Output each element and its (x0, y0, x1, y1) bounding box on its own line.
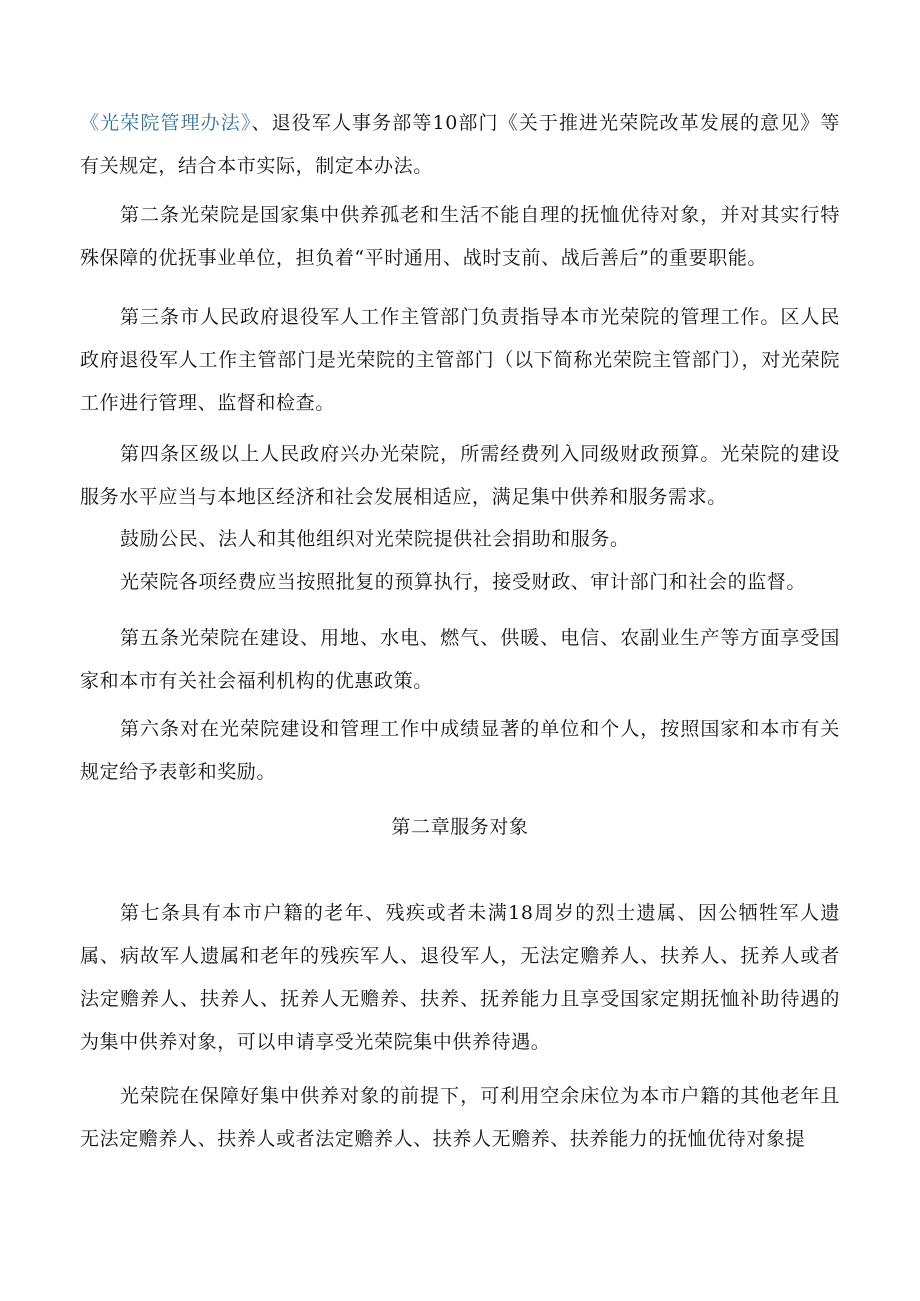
article-3-paragraph: 第三条市人民政府退役军人工作主管部门负责指导本市光荣院的管理工作。区人民政府退役军人工作主管部门是光荣院的主管部门（以下简称光荣院主管部门），对光荣院工作进行管理、监督和检查。 (80, 306, 840, 414)
article-4-donation-paragraph: 鼓励公民、法人和其他组织对光荣院提供社会捐助和服务。 (120, 528, 630, 550)
article-7-spare-beds-paragraph: 光荣院在保障好集中供养对象的前提下，可利用空余床位为本市户籍的其他老年且无法定赡养人、扶养人或者法定赡养人、扶养人无赡养、扶养能力的抚恤优待对象提 (80, 1085, 840, 1150)
article-4-funding-paragraph: 光荣院各项经费应当按照批复的预算执行，接受财政、审计部门和社会的监督。 (120, 571, 807, 593)
intro-text: 、退役军人事务部等10部门《关于推进光荣院改革发展的意见》等有关规定，结合本市实际，制定本办法。 (80, 112, 840, 177)
intro-paragraph (80, 102, 840, 188)
article-7-paragraph: 第七条具有本市户籍的老年、残疾或者未满18周岁的烈士遗属、因公牺牲军人遗属、病故军人遗属和老年的残疾军人、退役军人，无法定赡养人、扶养人、抚养人或者法定赡养人、扶养人、抚养人无赡养、扶养、抚养能力且享受国家定期抚恤补助待遇的为集中供养对象，可以申请享受光荣院集中供养待遇。 (80, 902, 840, 1053)
chapter-title: 第二章服务对象 (391, 816, 529, 838)
article-6-paragraph: 第六条对在光荣院建设和管理工作中成绩显著的单位和个人，按照国家和本市有关规定给予表彰和奖励。 (80, 718, 840, 783)
regulation-reference-link[interactable]: 《光荣院管理办法》 (80, 112, 252, 134)
article-4-paragraph: 第四条区级以上人民政府兴办光荣院，所需经费列入同级财政预算。光荣院的建设服务水平应当与本地区经济和社会发展相适应，满足集中供养和服务需求。 (80, 443, 840, 508)
article-5-paragraph: 第五条光荣院在建设、用地、水电、燃气、供暖、电信、农副业生产等方面享受国家和本市有关社会福利机构的优惠政策。 (80, 627, 840, 692)
article-2-paragraph: 第二条光荣院是国家集中供养孤老和生活不能自理的抚恤优待对象，并对其实行特殊保障的优抚事业单位，担负着“平时通用、战时支前、战后善后”的重要职能。 (80, 204, 840, 269)
